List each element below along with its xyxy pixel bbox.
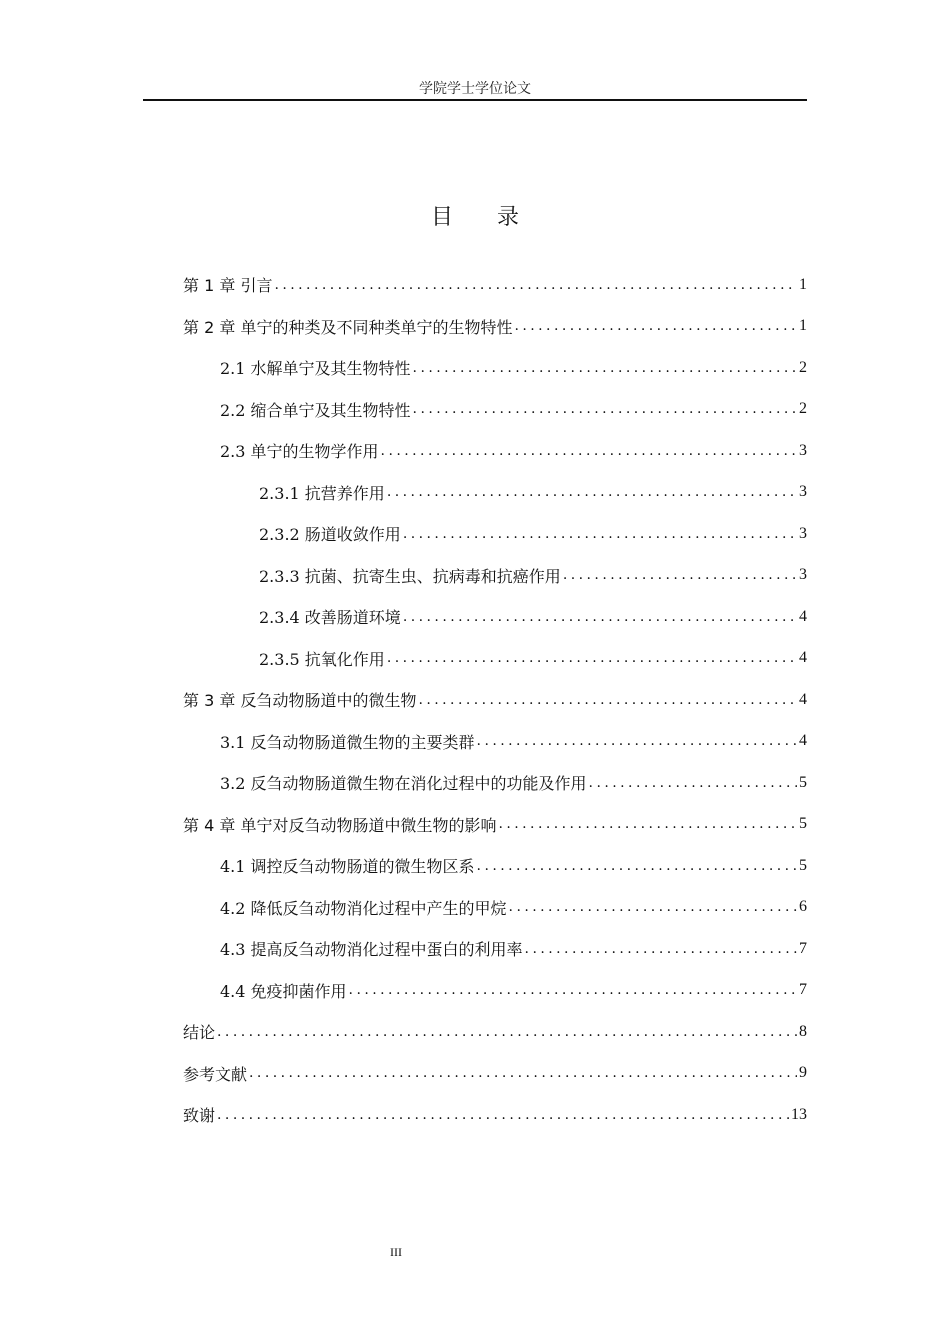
toc-entry-page: 1 bbox=[799, 275, 807, 293]
toc-entry-text: 2.2 缩合单宁及其生物特性 bbox=[220, 400, 411, 420]
dot-leader bbox=[403, 609, 797, 625]
toc-entry-page: 4 bbox=[799, 690, 807, 708]
toc-title: 目录 bbox=[430, 205, 563, 230]
dot-leader bbox=[274, 277, 797, 293]
dot-leader bbox=[349, 982, 797, 998]
table-of-contents bbox=[183, 264, 807, 1136]
toc-entry[interactable] bbox=[183, 1094, 807, 1136]
toc-entry[interactable] bbox=[183, 513, 807, 555]
toc-entry-text: 4.1 调控反刍动物肠道的微生物区系 bbox=[220, 857, 475, 877]
dot-leader bbox=[477, 858, 797, 874]
toc-entry-text: 2.3.5 抗氧化作用 bbox=[259, 649, 385, 669]
toc-entry[interactable] bbox=[183, 721, 807, 763]
toc-entry[interactable] bbox=[183, 555, 807, 597]
dot-leader bbox=[477, 733, 797, 749]
dot-leader bbox=[413, 401, 797, 417]
toc-entry-page: 5 bbox=[799, 856, 807, 874]
header-rule bbox=[143, 99, 807, 101]
toc-entry-text: 2.3.2 肠道收敛作用 bbox=[259, 525, 401, 545]
toc-entry-text: 4.2 降低反刍动物消化过程中产生的甲烷 bbox=[220, 898, 507, 918]
toc-entry-text: 第 4 章 单宁对反刍动物肠道中微生物的影响 bbox=[183, 815, 497, 835]
toc-entry-page: 6 bbox=[799, 898, 807, 916]
toc-entry-page: 7 bbox=[799, 939, 807, 957]
toc-entry[interactable] bbox=[183, 845, 807, 887]
toc-entry-text: 第 3 章 反刍动物肠道中的微生物 bbox=[183, 691, 417, 711]
dot-leader bbox=[217, 1024, 797, 1040]
toc-entry-page: 4 bbox=[799, 649, 807, 667]
toc-entry[interactable] bbox=[183, 347, 807, 389]
toc-entry-page: 2 bbox=[799, 400, 807, 418]
toc-entry[interactable] bbox=[183, 928, 807, 970]
toc-entry[interactable] bbox=[183, 679, 807, 721]
toc-entry[interactable] bbox=[183, 762, 807, 804]
toc-entry-page: 13 bbox=[791, 1105, 807, 1123]
toc-entry-page: 3 bbox=[799, 483, 807, 501]
dot-leader bbox=[387, 650, 797, 666]
toc-entry-page: 4 bbox=[799, 732, 807, 750]
toc-entry[interactable] bbox=[183, 1011, 807, 1053]
toc-entry-text: 第 2 章 单宁的种类及不同种类单宁的生物特性 bbox=[183, 317, 513, 337]
toc-entry[interactable] bbox=[183, 804, 807, 846]
dot-leader bbox=[387, 484, 797, 500]
toc-entry-page: 8 bbox=[799, 1022, 807, 1040]
page-number: III bbox=[390, 1245, 402, 1259]
toc-entry-text: 2.1 水解单宁及其生物特性 bbox=[220, 359, 411, 379]
dot-leader bbox=[525, 941, 797, 957]
toc-entry[interactable] bbox=[183, 1053, 807, 1095]
toc-entry-text: 致谢 bbox=[183, 1106, 216, 1126]
toc-entry-text: 2.3.4 改善肠道环境 bbox=[259, 608, 401, 628]
dot-leader bbox=[418, 692, 797, 708]
running-header: 学院学士学位论文 bbox=[419, 81, 531, 97]
dot-leader bbox=[381, 443, 797, 459]
toc-entry-page: 3 bbox=[799, 441, 807, 459]
dot-leader bbox=[413, 360, 797, 376]
toc-entry-text: 2.3.3 抗菌、抗寄生虫、抗病毒和抗癌作用 bbox=[259, 566, 561, 586]
toc-entry-page: 9 bbox=[799, 1064, 807, 1082]
toc-entry-text: 4.3 提高反刍动物消化过程中蛋白的利用率 bbox=[220, 940, 523, 960]
toc-entry-text: 3.2 反刍动物肠道微生物在消化过程中的功能及作用 bbox=[220, 774, 587, 794]
toc-entry-page: 2 bbox=[799, 358, 807, 376]
toc-entry-page: 5 bbox=[799, 773, 807, 791]
dot-leader bbox=[249, 1065, 797, 1081]
toc-entry[interactable] bbox=[183, 264, 807, 306]
toc-entry[interactable] bbox=[183, 472, 807, 514]
toc-entry[interactable] bbox=[183, 389, 807, 431]
dot-leader bbox=[498, 816, 797, 832]
toc-entry-text: 结论 bbox=[183, 1023, 216, 1043]
toc-entry-text: 2.3.1 抗营养作用 bbox=[259, 483, 385, 503]
toc-entry-text: 4.4 免疫抑菌作用 bbox=[220, 981, 347, 1001]
dot-leader bbox=[217, 1107, 789, 1123]
toc-entry-page: 3 bbox=[799, 524, 807, 542]
toc-entry[interactable] bbox=[183, 596, 807, 638]
dot-leader bbox=[509, 899, 797, 915]
toc-entry[interactable] bbox=[183, 306, 807, 348]
dot-leader bbox=[514, 318, 797, 334]
dot-leader bbox=[563, 567, 797, 583]
toc-entry-page: 4 bbox=[799, 607, 807, 625]
toc-entry[interactable] bbox=[183, 887, 807, 929]
toc-entry[interactable] bbox=[183, 638, 807, 680]
toc-entry-text: 第 1 章 引言 bbox=[183, 276, 273, 296]
toc-entry-page: 5 bbox=[799, 815, 807, 833]
toc-entry-text: 2.3 单宁的生物学作用 bbox=[220, 442, 379, 462]
toc-entry[interactable] bbox=[183, 970, 807, 1012]
dot-leader bbox=[589, 775, 797, 791]
toc-entry-text: 参考文献 bbox=[183, 1064, 248, 1084]
toc-entry-page: 3 bbox=[799, 566, 807, 584]
toc-entry-page: 7 bbox=[799, 981, 807, 999]
toc-entry-page: 1 bbox=[799, 317, 807, 335]
dot-leader bbox=[403, 526, 797, 542]
toc-entry[interactable] bbox=[183, 430, 807, 472]
toc-entry-text: 3.1 反刍动物肠道微生物的主要类群 bbox=[220, 732, 475, 752]
